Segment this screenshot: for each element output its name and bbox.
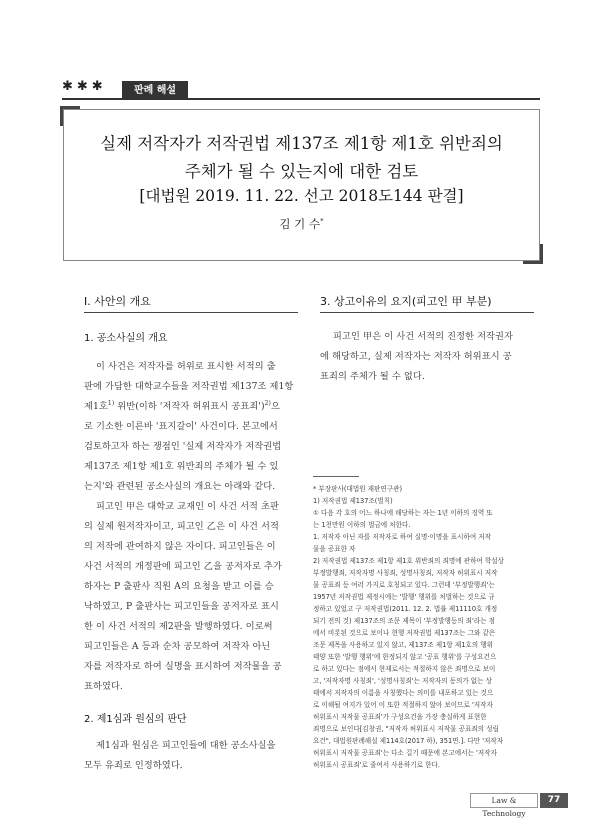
body-line: 피고인 甲은 대학교 교재인 이 사건 서적 초판 [96, 501, 280, 512]
footnote-line: 1. 저작자 아닌 자를 저작자로 하여 실명·이명을 표시하여 저작 [313, 533, 492, 541]
footnote-line: 되기 전의 것) 제137조의 조문 제목이 '부정발행등의 죄'라는 점 [313, 617, 496, 625]
category-label: 판례 해설 [122, 81, 188, 100]
body-line: 제1호$^{1)}$ 위반(이하 '저작자 허위표시 공표죄')$^{2)}$으 [84, 399, 280, 412]
body-line: 의 실제 원저작자이고, 피고인 乙은 이 사건 서적 [84, 521, 280, 532]
body-line: 에 해당하고, 실제 저작자는 저작자 허위표시 공 [320, 351, 512, 362]
body-line: 는지'와 관련된 공소사실의 개요는 아래와 같다. [84, 481, 276, 492]
footnote-line: 죄명으로 보인다[김창권, "저작자 허위표시 저작물 공표죄의 성립 [313, 725, 499, 733]
footnote-line: * 부장판사(대법원 재판연구관) [313, 485, 403, 493]
footnote-line: 1) 저작권법 제137조(벌칙) [313, 497, 393, 505]
page-number: 77 [540, 793, 568, 808]
title-corner-bottom-right [523, 244, 543, 264]
footnote-line: 1957년 저작권법 제정시에는 '발행' 행위를 처벌하는 것으로 규 [313, 593, 495, 601]
footnote-line: 태에서 저작자의 이름을 사칭했다는 의미를 내포하고 있는 것으 [313, 689, 494, 697]
body-line: 사건 서적의 개정판에 피고인 乙을 공저자로 추가 [84, 561, 282, 572]
footnote-line: 허위표시 저작물 공표죄'는 다소 길기 때문에 본고에서는 '저작자 [313, 749, 497, 757]
body-line: 자를 저작자로 하여 실명을 표시하여 저작물을 공 [84, 661, 282, 672]
case-citation: [대법원 2019. 11. 22. 선고 2018도144 판결] [139, 187, 464, 205]
footnote-line: 에서 비롯된 것으로 보이나 현행 저작권법 제137조는 그와 같은 [313, 629, 496, 637]
subsection-heading-1: 1. 공소사실의 개요 [84, 333, 168, 344]
section-rule-1 [84, 312, 298, 313]
footnote-line: 물을 공표한 자 [313, 545, 356, 553]
footnote-line: 로 하고 있다는 점에서 현재로서는 적절하지 않은 죄명으로 보이 [313, 665, 496, 673]
footnote-line: 부정발행죄, 저작자명 사칭죄, 성명사칭죄, 저작자 허위표시 저작 [313, 569, 498, 577]
body-line: 표죄의 주체가 될 수 없다. [320, 371, 425, 382]
body-line: 이 사건은 저작자를 허위로 표시한 서적의 출 [96, 361, 276, 372]
body-line: 제1심과 원심은 피고인들에 대한 공소사실을 [96, 740, 276, 751]
subsection-heading-2: 2. 제1심과 원심의 판단 [84, 714, 187, 725]
section-rule-3 [320, 312, 534, 313]
body-line: 판에 가담한 대학교수들을 저작권법 제137조 제1항 [84, 381, 294, 392]
author [63, 216, 540, 232]
body-line: 표하였다. [84, 681, 123, 692]
footnote-line: 로 이해될 여지가 있어 이 또한 적절하지 않아 보이므로 '저작자 [313, 701, 493, 709]
footnote-ref-2: 2) [264, 399, 271, 407]
section-heading-1: I. 사안의 개요 [84, 295, 151, 308]
body-line: 한 이 사건 서적의 제2판을 발행하였다. 이로써 [84, 621, 273, 632]
footnote-line: 는 1천만원 이하의 벌금에 처한다. [313, 521, 411, 529]
body-line: 제137조 제1항 제1호 위반죄의 주체가 될 수 있 [84, 461, 279, 472]
footnote-ref-1: 1) [107, 399, 115, 407]
title-line-2: 주체가 될 수 있는지에 대한 검토 [184, 162, 419, 181]
body-line: 검토하고자 하는 쟁점인 '실제 저작자가 저작권법 [84, 441, 282, 452]
title-corner-top-left [60, 106, 80, 126]
section-heading-3: 3. 상고이유의 요지(피고인 甲 부분) [320, 295, 492, 308]
footnote-line: 허위표시 저작물 공표죄'가 구성요건을 가장 충실하게 표현한 [313, 713, 487, 721]
body-line: 하자는 P 출판사 직원 A의 요청을 받고 이를 승 [84, 581, 274, 592]
body-line: 로 기소한 이른바 '표지갈이' 사건이다. 본고에서 [84, 421, 278, 432]
body-line: 의 저작에 관여하지 않은 자이다. 피고인들은 이 [84, 541, 276, 552]
footnote-line: 정하고 있었고 구 저작권법(2011. 12. 2. 법률 제11110호 개정 [313, 605, 498, 613]
footnote-line: 고, '저작자명 사칭죄', '성명사칭죄'는 저작자의 동의가 없는 상 [313, 677, 492, 685]
body-line: 낙하였고, P 출판사는 피고인들을 공저자로 표시 [84, 601, 279, 612]
footnote-line: 2) 저작권법 제137조 제1항 제1호 위반죄의 죄명에 관하여 학설상 [313, 557, 505, 565]
title-line-1: 실제 저작자가 저작권법 제137조 제1항 제1호 위반죄의 [100, 134, 503, 153]
footnote-line: 물 공표죄 등 여러 가지로 호칭되고 있다. 그런데 '부정발행죄'는 [313, 581, 495, 589]
body-line: 피고인 甲은 이 사건 서적의 진정한 저작권자 [333, 331, 513, 342]
body-line: 피고인들은 A 등과 순차 공모하여 저작자 아닌 [84, 641, 271, 652]
footnote-line: 허위표시 공표죄'로 줄여서 사용하기로 한다. [313, 761, 440, 769]
journal-name: Law & Technology [470, 793, 538, 808]
footnote-line: 태양 또한 '발행 행위'에 한정되지 않고 '공표 행위'를 구성요건으 [313, 653, 497, 661]
footnote-rule [313, 476, 359, 477]
footnote-line: 조문 제목을 사용하고 있지 않고, 제137조 제1항 제1호의 행위 [313, 641, 493, 649]
author-footnote-mark: * [320, 217, 324, 226]
footnote-line: ① 다음 각 호의 어느 하나에 해당하는 자는 1년 이하의 징역 또 [313, 509, 493, 517]
footnote-line: 요건", 대법원판례해설 제114호(2017 하), 351면.]. 다만 '저작자 [313, 737, 504, 745]
author-name: 김 기 수 [279, 217, 321, 231]
body-line: 모두 유죄로 인정하였다. [84, 760, 183, 771]
header-stars: ✱✱✱ [62, 79, 107, 94]
